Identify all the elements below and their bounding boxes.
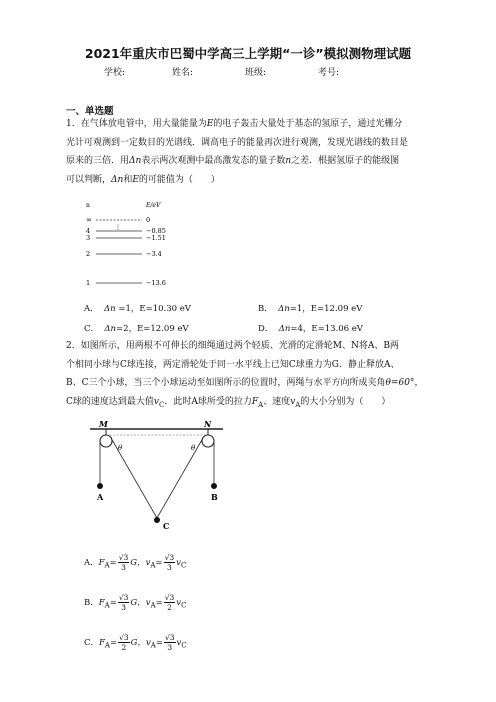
pulley-diagram xyxy=(88,420,228,532)
question-1-line-2: 光计可观测到一定数目的光谱线．调高电子的能量再次进行观测，发现光谱线的数目是 xyxy=(66,137,409,148)
level-1-energy: −13.6 xyxy=(146,279,166,287)
level-4-n: 4 xyxy=(86,227,91,235)
class-field-label: 班级: xyxy=(245,68,267,78)
level-infinity-energy: 0 xyxy=(146,216,151,224)
rope-nc xyxy=(157,438,203,518)
ball-c xyxy=(154,517,160,523)
level-3-energy: −1.51 xyxy=(146,234,166,242)
level-2-energy: −3.4 xyxy=(146,250,162,258)
pulley-m-label: M xyxy=(99,420,108,429)
ball-a xyxy=(97,483,103,489)
question-1-line-3: 原来的三倍．用Δn表示两次观测中最高激发态的量子数n之差．根据氢原子的能级图 xyxy=(66,156,400,166)
ball-c-label: C xyxy=(163,521,170,531)
level-1-n: 1 xyxy=(86,279,91,287)
q1-option-a: A． Δn =1，E=10.30 eV xyxy=(84,304,191,314)
q2-option-b: B．$F_A=$ $\frac{√3}{3}$ G，$v_A=$ $\frac{√3}{2}$ $v_C$ xyxy=(84,593,187,612)
angle-right-label: θ xyxy=(191,444,196,452)
q2-option-a: A．$F_A=$ $\frac{√3}{3}$ G，$v_A=$ $\frac{√3}{3}$ $v_C$ xyxy=(84,553,187,572)
level-4-energy: −0.85 xyxy=(146,227,166,235)
question-1 xyxy=(66,115,438,189)
energy-level-diagram xyxy=(84,198,214,290)
question-2 xyxy=(66,337,438,414)
ball-b xyxy=(211,483,217,489)
level-dots: ⋮ xyxy=(115,224,121,231)
question-1-line-1: 1．在气体放电管中，用大量能量为E的电子轰击大量处于基态的氢原子，通过光栅分 xyxy=(66,119,403,129)
pulley-n-label: N xyxy=(204,420,212,429)
level-infinity-n: ∞ xyxy=(86,216,92,224)
question-2-line-3: B、C三个小球，当三个小球运动至如图所示的位置时，两绳与水平方向所成夹角θ=60°， xyxy=(66,378,424,388)
section-heading: 一、单选题 xyxy=(66,106,114,117)
exam-number-field-label: 考号: xyxy=(318,68,340,78)
q2-option-c: C．$F_A=$ $\frac{√3}{2}$ G，$v_A=$ $\frac{√3}{3}$ $v_C$ xyxy=(84,633,187,652)
level-2-n: 2 xyxy=(86,250,91,258)
question-2-line-4: C球的速度达到最大值$v_C$．此时A球所受的拉力$F_A$、速度$v_A$的大小分别为（ ） xyxy=(66,396,391,409)
question-2-line-1: 2．如图所示，用两根不可伸长的细绳通过两个轻质、光滑的定滑轮M、N将A、B两 xyxy=(66,341,399,351)
angle-left-label: θ xyxy=(118,444,123,452)
question-1-line-4: 可以判断，Δn和E的可能值为（ ） xyxy=(66,174,220,185)
name-field-label: 姓名: xyxy=(172,68,194,78)
ball-a-label: A xyxy=(97,492,104,502)
pulley-m xyxy=(100,435,112,447)
energy-axis-header: E/eV xyxy=(146,202,161,209)
level-3-n: 3 xyxy=(86,234,91,242)
question-2-line-2: 个相同小球与C球连接，两定滑轮处于同一水平线上已知C球重力为G．静止释放A、 xyxy=(66,359,400,370)
q1-option-c: C． Δn=2，E=12.09 eV xyxy=(84,324,189,334)
q1-option-d: D． Δn=4，E=13.06 eV xyxy=(258,324,363,334)
n-axis-header: n xyxy=(86,202,90,209)
ball-b-label: B xyxy=(211,492,218,502)
pulley-n xyxy=(202,435,214,447)
q1-option-b: B． Δn=1，E=12.09 eV xyxy=(258,304,363,314)
school-field-label: 学校: xyxy=(104,68,126,78)
page-title: 2021年重庆市巴蜀中学高三上学期“一诊”模拟测物理试题 xyxy=(84,46,412,61)
